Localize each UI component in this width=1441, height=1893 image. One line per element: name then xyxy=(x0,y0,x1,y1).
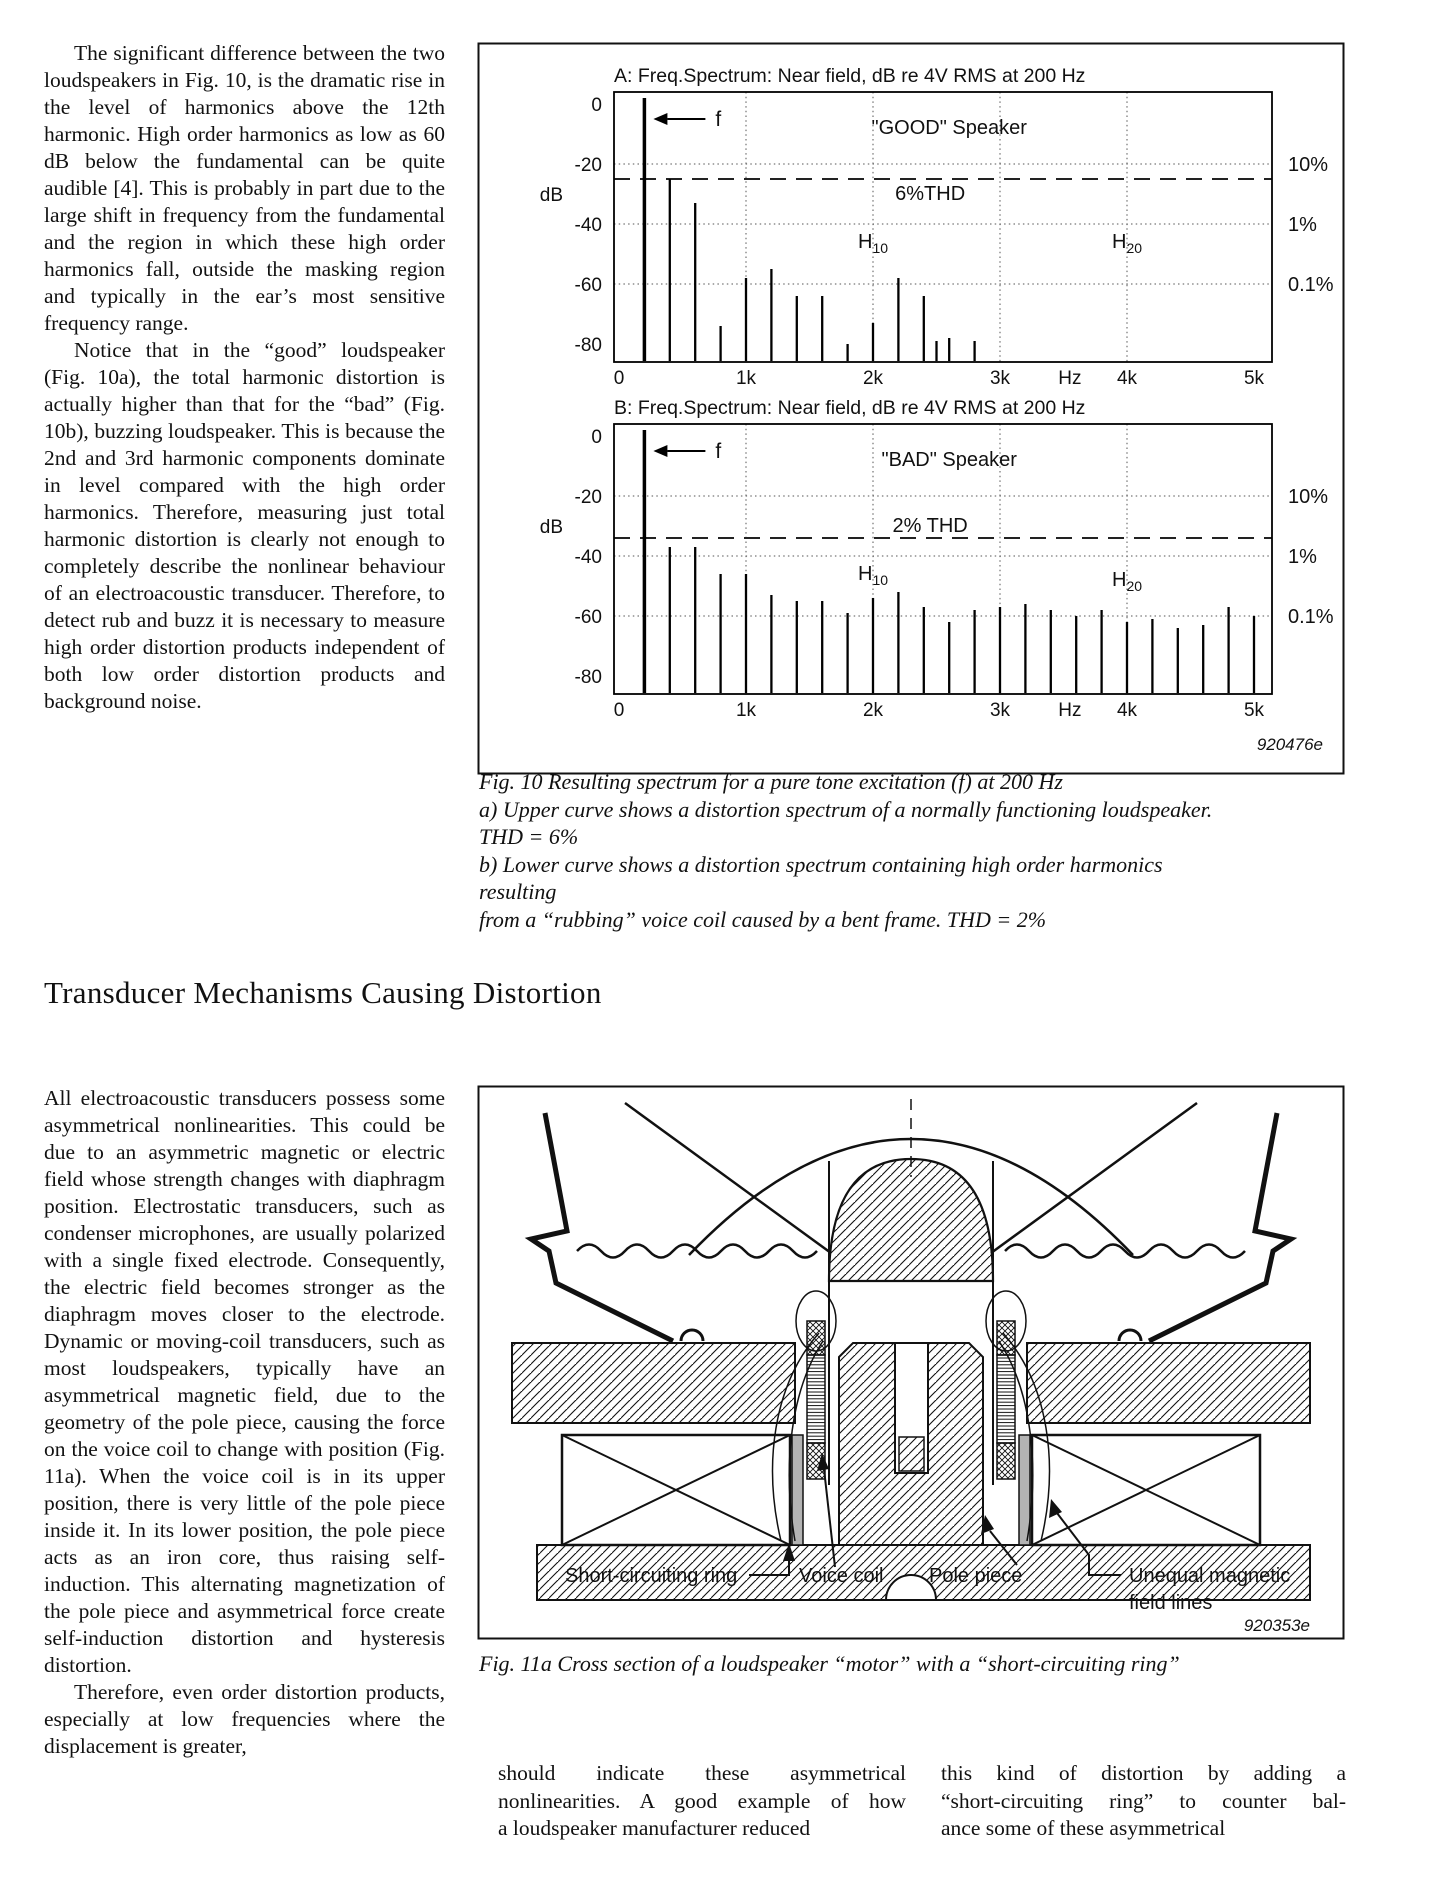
caption-line: Fig. 10 Resulting spectrum for a pure tone excitation (f) at 200 Hz xyxy=(479,769,1063,794)
svg-text:0: 0 xyxy=(613,700,625,721)
text-line: should indicate these asymmetrical xyxy=(498,1761,906,1785)
caption-line: a) Upper curve shows a distortion spectrum of a normally functioning loudspeaker. xyxy=(479,796,1213,822)
voice-coil-right-bottom xyxy=(997,1443,1015,1479)
top-plate-right xyxy=(1027,1343,1310,1423)
svg-text:1k: 1k xyxy=(735,368,757,389)
caption-line: b) Lower curve shows a distortion spectrum containing high order harmonics resulting xyxy=(479,851,1163,904)
svg-text:0.1%: 0.1% xyxy=(1288,606,1334,628)
svg-text:0: 0 xyxy=(591,427,602,448)
svg-text:3k: 3k xyxy=(989,700,1011,721)
voice-coil-right-winding xyxy=(997,1355,1015,1443)
svg-text:3k: 3k xyxy=(989,368,1011,389)
chart-title: A: Freq.Spectrum: Near field, dB re 4V RMS at 200 Hz xyxy=(614,65,1086,87)
svg-text:4k: 4k xyxy=(1116,700,1138,721)
svg-text:dB: dB xyxy=(539,185,563,206)
label-short-circuiting-ring: Short-circuiting ring xyxy=(565,1565,738,1587)
harmonic-marker: $H_{20}$ xyxy=(1111,569,1143,594)
speaker-label: "BAD" Speaker xyxy=(881,449,1017,471)
thd-label: 2% THD xyxy=(892,515,968,537)
pole-vent-plug xyxy=(899,1437,924,1471)
svg-text:-20: -20 xyxy=(574,155,602,176)
chart-title: B: Freq.Spectrum: Near field, dB re 4V RMS at 200 Hz xyxy=(614,397,1086,419)
harmonic-marker: $H_{10}$ xyxy=(857,563,889,588)
svg-text:1k: 1k xyxy=(735,700,757,721)
svg-text:0: 0 xyxy=(613,368,625,389)
top-plate-left xyxy=(512,1343,795,1423)
svg-text:Hz: Hz xyxy=(1058,700,1082,721)
speaker-label: "GOOD" Speaker xyxy=(871,117,1027,139)
label-pole-piece: Pole piece xyxy=(929,1565,1023,1587)
paragraph: Notice that in the “good” loudspeaker (Fig. 10a), the total harmonic distortion is actually higher than that for the “bad” (Fig. 10b), buzzing loudspeaker. This is because the 2nd and 3rd harmonic components dominate in level compared with the high order harmonics. Therefore, measuring just total harmonic distortion is clearly not enough to completely describe the nonlinear behaviour of an electroacoustic transducer. Therefore, to detect rub and buzz it is necessary to measure high order distortion products independent of both low order distortion products and background noise. xyxy=(44,338,445,713)
text-line: a loudspeaker manufacturer reduced xyxy=(498,1816,811,1840)
svg-text:-60: -60 xyxy=(574,607,602,628)
svg-text:0.1%: 0.1% xyxy=(1288,274,1334,296)
text-line: “short-circuiting ring” to counter bal- xyxy=(941,1788,1346,1813)
section-heading: Transducer Mechanisms Causing Distortion xyxy=(44,975,602,1010)
bottom-middle-column xyxy=(498,1760,906,1843)
loudspeaker-motor-diagram xyxy=(477,1085,1345,1640)
left-column-top xyxy=(44,40,445,715)
svg-text:10%: 10% xyxy=(1288,486,1329,508)
svg-text:Hz: Hz xyxy=(1058,368,1082,389)
svg-text:-60: -60 xyxy=(574,275,602,296)
label-voice-coil: Voice coil xyxy=(799,1565,884,1587)
svg-text:10%: 10% xyxy=(1288,154,1329,176)
caption-line: from a “rubbing” voice coil caused by a bent frame. THD = 2% xyxy=(479,906,1047,932)
svg-text:5k: 5k xyxy=(1243,368,1265,389)
harmonic-marker: $H_{20}$ xyxy=(1111,231,1143,256)
svg-text:0: 0 xyxy=(591,95,602,116)
voice-coil-left-winding xyxy=(807,1355,825,1443)
svg-text:-80: -80 xyxy=(574,667,602,688)
figure-11a-diagram xyxy=(477,1085,1345,1645)
harmonic-marker: $H_{10}$ xyxy=(857,231,889,256)
paragraph: All electroacoustic transducers possess some asymmetrical nonlinearities. This could be due to an asymmetric magnetic or electric field whose strength changes with diaphragm position. Electrostatic transducers, such as condenser microphones, are usually polarized with a single fixed electrode. Consequently, the electric field becomes stronger as the diaphragm moves closer to the electrode. Dynamic or moving-coil transducers, such as most loudspeakers, typically have an asymmetrical magnetic field, due to the geometry of the pole piece, causing the force on the voice coil to change with position (Fig. 11a). When the voice coil is in its upper position, there is very little of the pole piece inside it. In its lower position, the pole piece acts as an iron core, thus raising self-induction. This alternating magnetization of the pole piece and asymmetrical force create self-induction distortion and hysteresis distortion. xyxy=(44,1086,445,1677)
figure-code: 920353e xyxy=(1243,1616,1310,1635)
bottom-right-column xyxy=(941,1760,1346,1843)
svg-text:5k: 5k xyxy=(1243,700,1265,721)
fundamental-label: f xyxy=(715,440,722,463)
svg-text:2k: 2k xyxy=(862,700,884,721)
svg-text:1%: 1% xyxy=(1288,546,1317,568)
svg-text:2k: 2k xyxy=(862,368,884,389)
thd-label: 6%THD xyxy=(895,183,966,205)
label-field-lines: field lines xyxy=(1129,1592,1213,1614)
caption-line: THD = 6% xyxy=(479,824,579,849)
svg-text:4k: 4k xyxy=(1116,368,1138,389)
text-line: this kind of distortion by adding a xyxy=(941,1761,1346,1785)
left-column-bottom xyxy=(44,1085,445,1760)
fundamental-label: f xyxy=(715,108,722,131)
spectrum-charts-svg xyxy=(477,42,1345,775)
svg-text:dB: dB xyxy=(539,517,563,538)
figure-code: 920476e xyxy=(1256,735,1323,754)
svg-text:-20: -20 xyxy=(574,487,602,508)
svg-text:-40: -40 xyxy=(574,215,602,236)
label-unequal-magnetic: Unequal magnetic xyxy=(1129,1565,1291,1587)
paragraph: The significant difference between the two loudspeakers in Fig. 10, is the dramatic rise in the level of harmonics above the 12th harmonic. High order harmonics as low as 60 dB below the fundamental can be quite audible [4]. This is probably in part due to the large shift in frequency from the fundamental and the region in which these high order harmonics fall, outside the masking region and typically in the ear’s most sensitive frequency range. xyxy=(44,41,445,335)
text-line: nonlinearities. A good example of how xyxy=(498,1788,906,1813)
svg-text:1%: 1% xyxy=(1288,214,1317,236)
svg-text:-40: -40 xyxy=(574,547,602,568)
paragraph: Therefore, even order distortion products, especially at low frequencies where the displacement is greater, xyxy=(44,1680,445,1758)
svg-text:-80: -80 xyxy=(574,335,602,356)
text-line: ance some of these asymmetrical xyxy=(941,1816,1226,1840)
figure-11a-caption: Fig. 11a Cross section of a loudspeaker “motor” with a “short-circuiting ring” xyxy=(479,1651,1180,1676)
figure-10-spectra xyxy=(477,42,1345,780)
figure-10-caption xyxy=(479,768,1239,933)
